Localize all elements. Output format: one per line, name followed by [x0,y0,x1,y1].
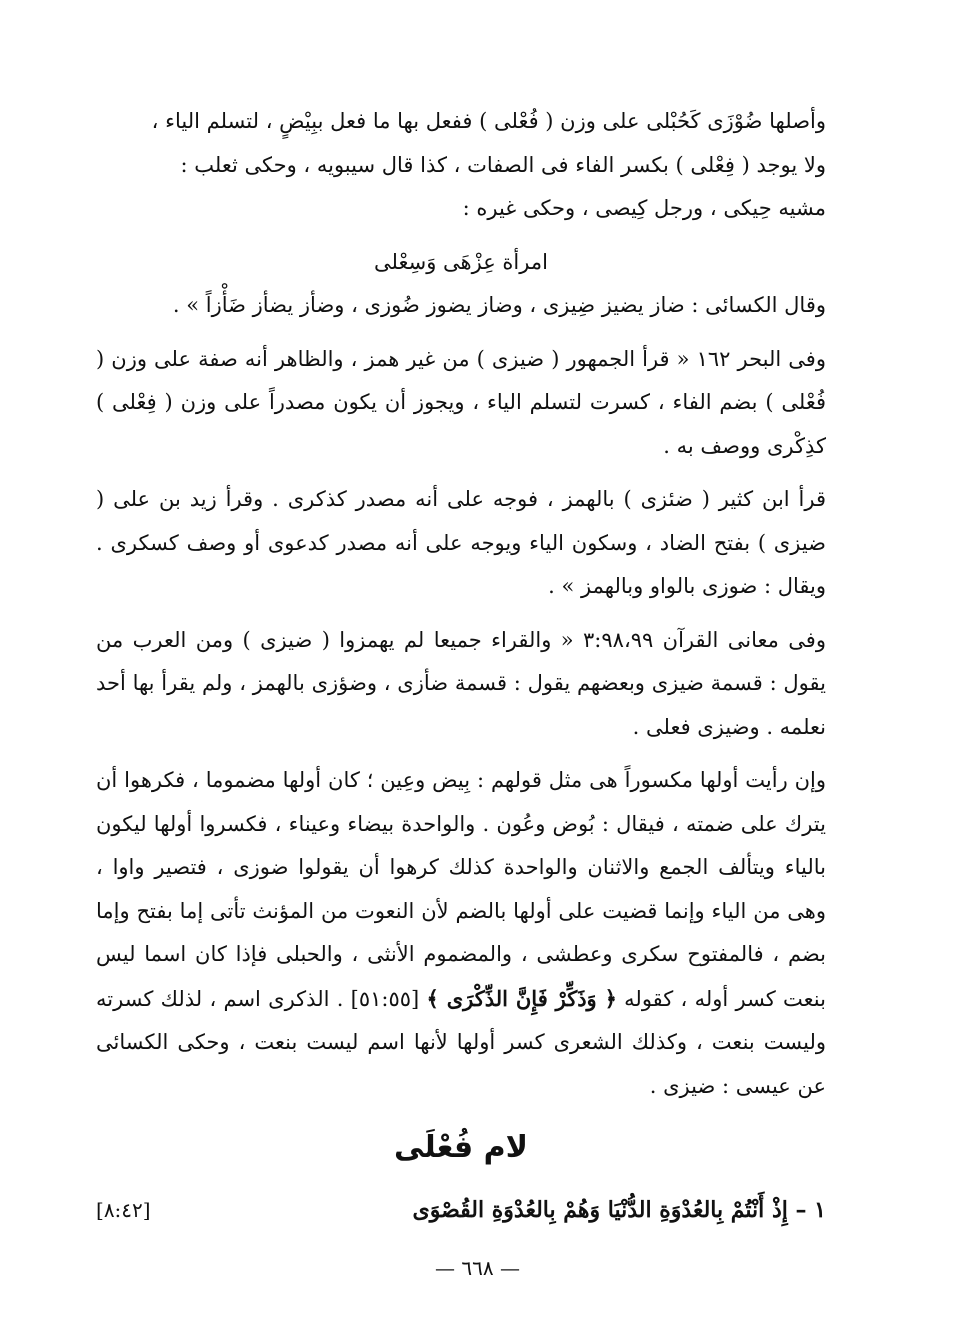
paragraph-6-text-before: وإن رأيت أولها مكسوراً هى مثل قولهم : بِيض وعِين ؛ كان أولها مضموما ، فكرهوا أن يترك على ضمته ، فيقال : بُوض وعُون . والواحدة بيضاء وعيناء ، فكسروا أولها ليكون بالياء ويتألف الجمع والاثنان والواحدة كذلك كرهوا أن يقولوا ضوزى ، فتصير واوا ، وهى من الياء وإنما قضيت على أولها بالضم لأن النعوت من المؤنث تأتى إما بفتح وإما بضم ، فالمفتوح سكرى وعطشى ، والمضموم الأنثى ، والحبلى فإذا كان اسما ليس بنعت كسر أوله ، كقوله [96,768,827,1011]
ayah-row [96,1188,826,1232]
paragraph-1 [96,100,826,231]
ayah-text: ١ – إِذْ أَنْتُمْ بِالعُدْوَةِ الدُّنْيَا وَهُمْ بِالعُدْوَةِ القُصْوَى [412,1197,826,1223]
section-title: لام فُعْلَى [394,1130,528,1165]
ayah-reference: [٨:٤٢] [96,1198,151,1222]
quran-quote: ﴿ وَذَكِّرْ فَإِنَّ الذِّكْرَى ﴾ [426,985,617,1011]
paragraph-1-line-2: ولا يوجد ( فِعْلى ) بكسر الفاء فى الصفات ، كذا قال سيبويه ، وحكى ثعلب : [180,152,826,177]
paragraph-3: وفى البحر ١٦٢ « قرأ الجمهور ( ضيزى ) من غير همز ، والظاهر أنه صفة على وزن ( فُعْلى ) بضم الفاء ، كسرت لتسلم الياء ، ويجوز أن يكون مصدراً على وزن ( فِعْلى ) كذِكْرى ووصف به . [96,346,826,458]
paragraph-6 [96,759,826,1108]
paragraph-4: قرأ ابن كثير ( ضئزى ) بالهمز ، فوجه على أنه مصدر كذكرى . وقرأ زيد بن على ( ضيزى ) بفتح الضاد ، وسكون الياء ويوجه على أنه مصدر كدعوى أو وصف كسكرى . ويقال : ضوزى بالواو وبالهمز » . [96,487,826,598]
paragraph-1-line-1: وأصلها ضُوْزَى كَحُبْلى على وزن ( فُعْلى ) ففعل بها ما فعل ببِيْضٍ ، لتسلم الياء ، [151,109,826,133]
page-body [96,100,826,1232]
verse-line: امرأة عِزْهَى وَسِعْلى [374,249,548,274]
paragraph-6-text-after: [٥١:٥٥] . الذكرى اسم ، لذلك كسرته وليست بنعت ، وكذلك الشعرى كسر أولها لأنها اسم ليست بنعت ، وحكى الكسائى عن عيسى : ضيزى . [96,986,826,1098]
paragraph-5: وفى معانى القرآن ٣:٩٨،٩٩ « والقراء جميعا لم يهمزوا ( ضيزى ) ومن العرب من يقول : قسمة ضيزى وبعضهم يقول : قسمة ضأزى ، وضؤزى بالهمز ، ولم يقرأ بها أحد نعلمه . وضيزى فعلى . [96,627,826,739]
paragraph-1-line-3: مشيه حِيكى ، ورجل كِيصى ، وحكى غيره : [462,196,826,220]
paragraph-2: وقال الكسائى : ضاز يضيز ضِيزى ، وضاز يضوز ضُوزى ، وضأز يضأز ضَأْزاً » . [172,293,826,317]
page-number: — ٦٦٨ — [435,1256,520,1280]
